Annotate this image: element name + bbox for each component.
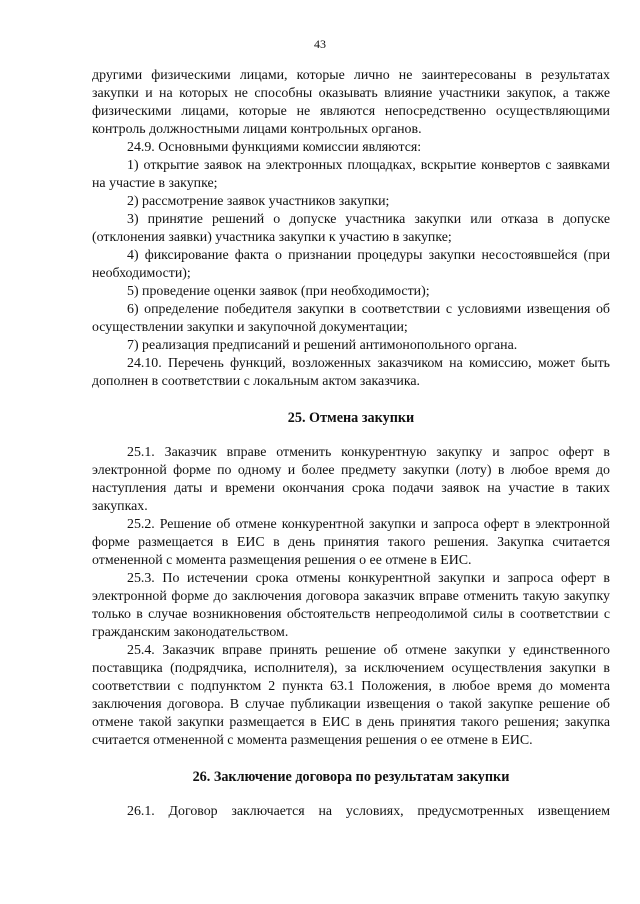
paragraph: 24.9. Основными функциями комиссии являются: <box>127 140 422 155</box>
list-item: 4) фиксирование факта о признании процедуры закупки несостоявшейся (при необходимости); <box>92 248 610 281</box>
paragraph: 26.1. Договор заключается на условиях, предусмотренных извещением <box>127 804 610 819</box>
list-item: 6) определение победителя закупки в соответствии с условиями извещения об осуществлении закупки и закупочной документации; <box>92 302 610 335</box>
page-number: 43 <box>314 37 326 51</box>
paragraph: 25.2. Решение об отмене конкурентной закупки и запроса оферт в электронной форме размещается в ЕИС в день принятия такого решения. Закупка считается отмененной с момента размещения решения о ее отмене в ЕИС. <box>92 517 610 568</box>
list-item: 5) проведение оценки заявок (при необходимости); <box>127 284 430 299</box>
paragraph: 25.1. Заказчик вправе отменить конкурентную закупку и запрос оферт в электронной форме по одному и более предмету закупки (лоту) в любое время до наступления даты и времени окончания срока подачи заявок на участие в таких закупках. <box>92 445 610 514</box>
list-item: 7) реализация предписаний и решений антимонопольного органа. <box>127 338 518 353</box>
list-item: 3) принятие решений о допуске участника закупки или отказа в допуске (отклонения заявки) участника закупки к участию в закупке; <box>92 212 610 245</box>
section-heading: 26. Заключение договора по результатам закупки <box>192 769 510 785</box>
document-body <box>92 67 610 821</box>
paragraph: 25.3. По истечении срока отмены конкурентной закупки и запроса оферт в электронной форме до заключения договора заказчик вправе отменить такую закупку только в случае возникновения обстоятельств непреодолимой силы в соответствии с гражданским законодательством. <box>92 571 610 640</box>
paragraph: 24.10. Перечень функций, возложенных заказчиком на комиссию, может быть дополнен в соответствии с локальным актом заказчика. <box>92 356 610 389</box>
paragraph: другими физическими лицами, которые лично не заинтересованы в результатах закупки и на которых не способны оказывать влияние участники закупок, а также физическими лицами, которые не являются непосредственно осуществляющими контроль должностными лицами контрольных органов. <box>92 68 610 137</box>
list-item: 2) рассмотрение заявок участников закупки; <box>127 194 390 209</box>
list-item: 1) открытие заявок на электронных площадках, вскрытие конвертов с заявками на участие в закупке; <box>92 158 610 191</box>
section-heading: 25. Отмена закупки <box>287 410 415 426</box>
paragraph: 25.4. Заказчик вправе принять решение об отмене закупки у единственного поставщика (подрядчика, исполнителя), за исключением осуществления закупки в соответствии с подпунктом 2 пункта 63.1 Положения, в любое время до момента заключения договора. В случае публикации извещения о такой закупке решение об отмене такой закупки размещается в ЕИС в день принятия такого решения; закупка считается отмененной с момента размещения решения о ее отмене в ЕИС. <box>92 643 610 748</box>
